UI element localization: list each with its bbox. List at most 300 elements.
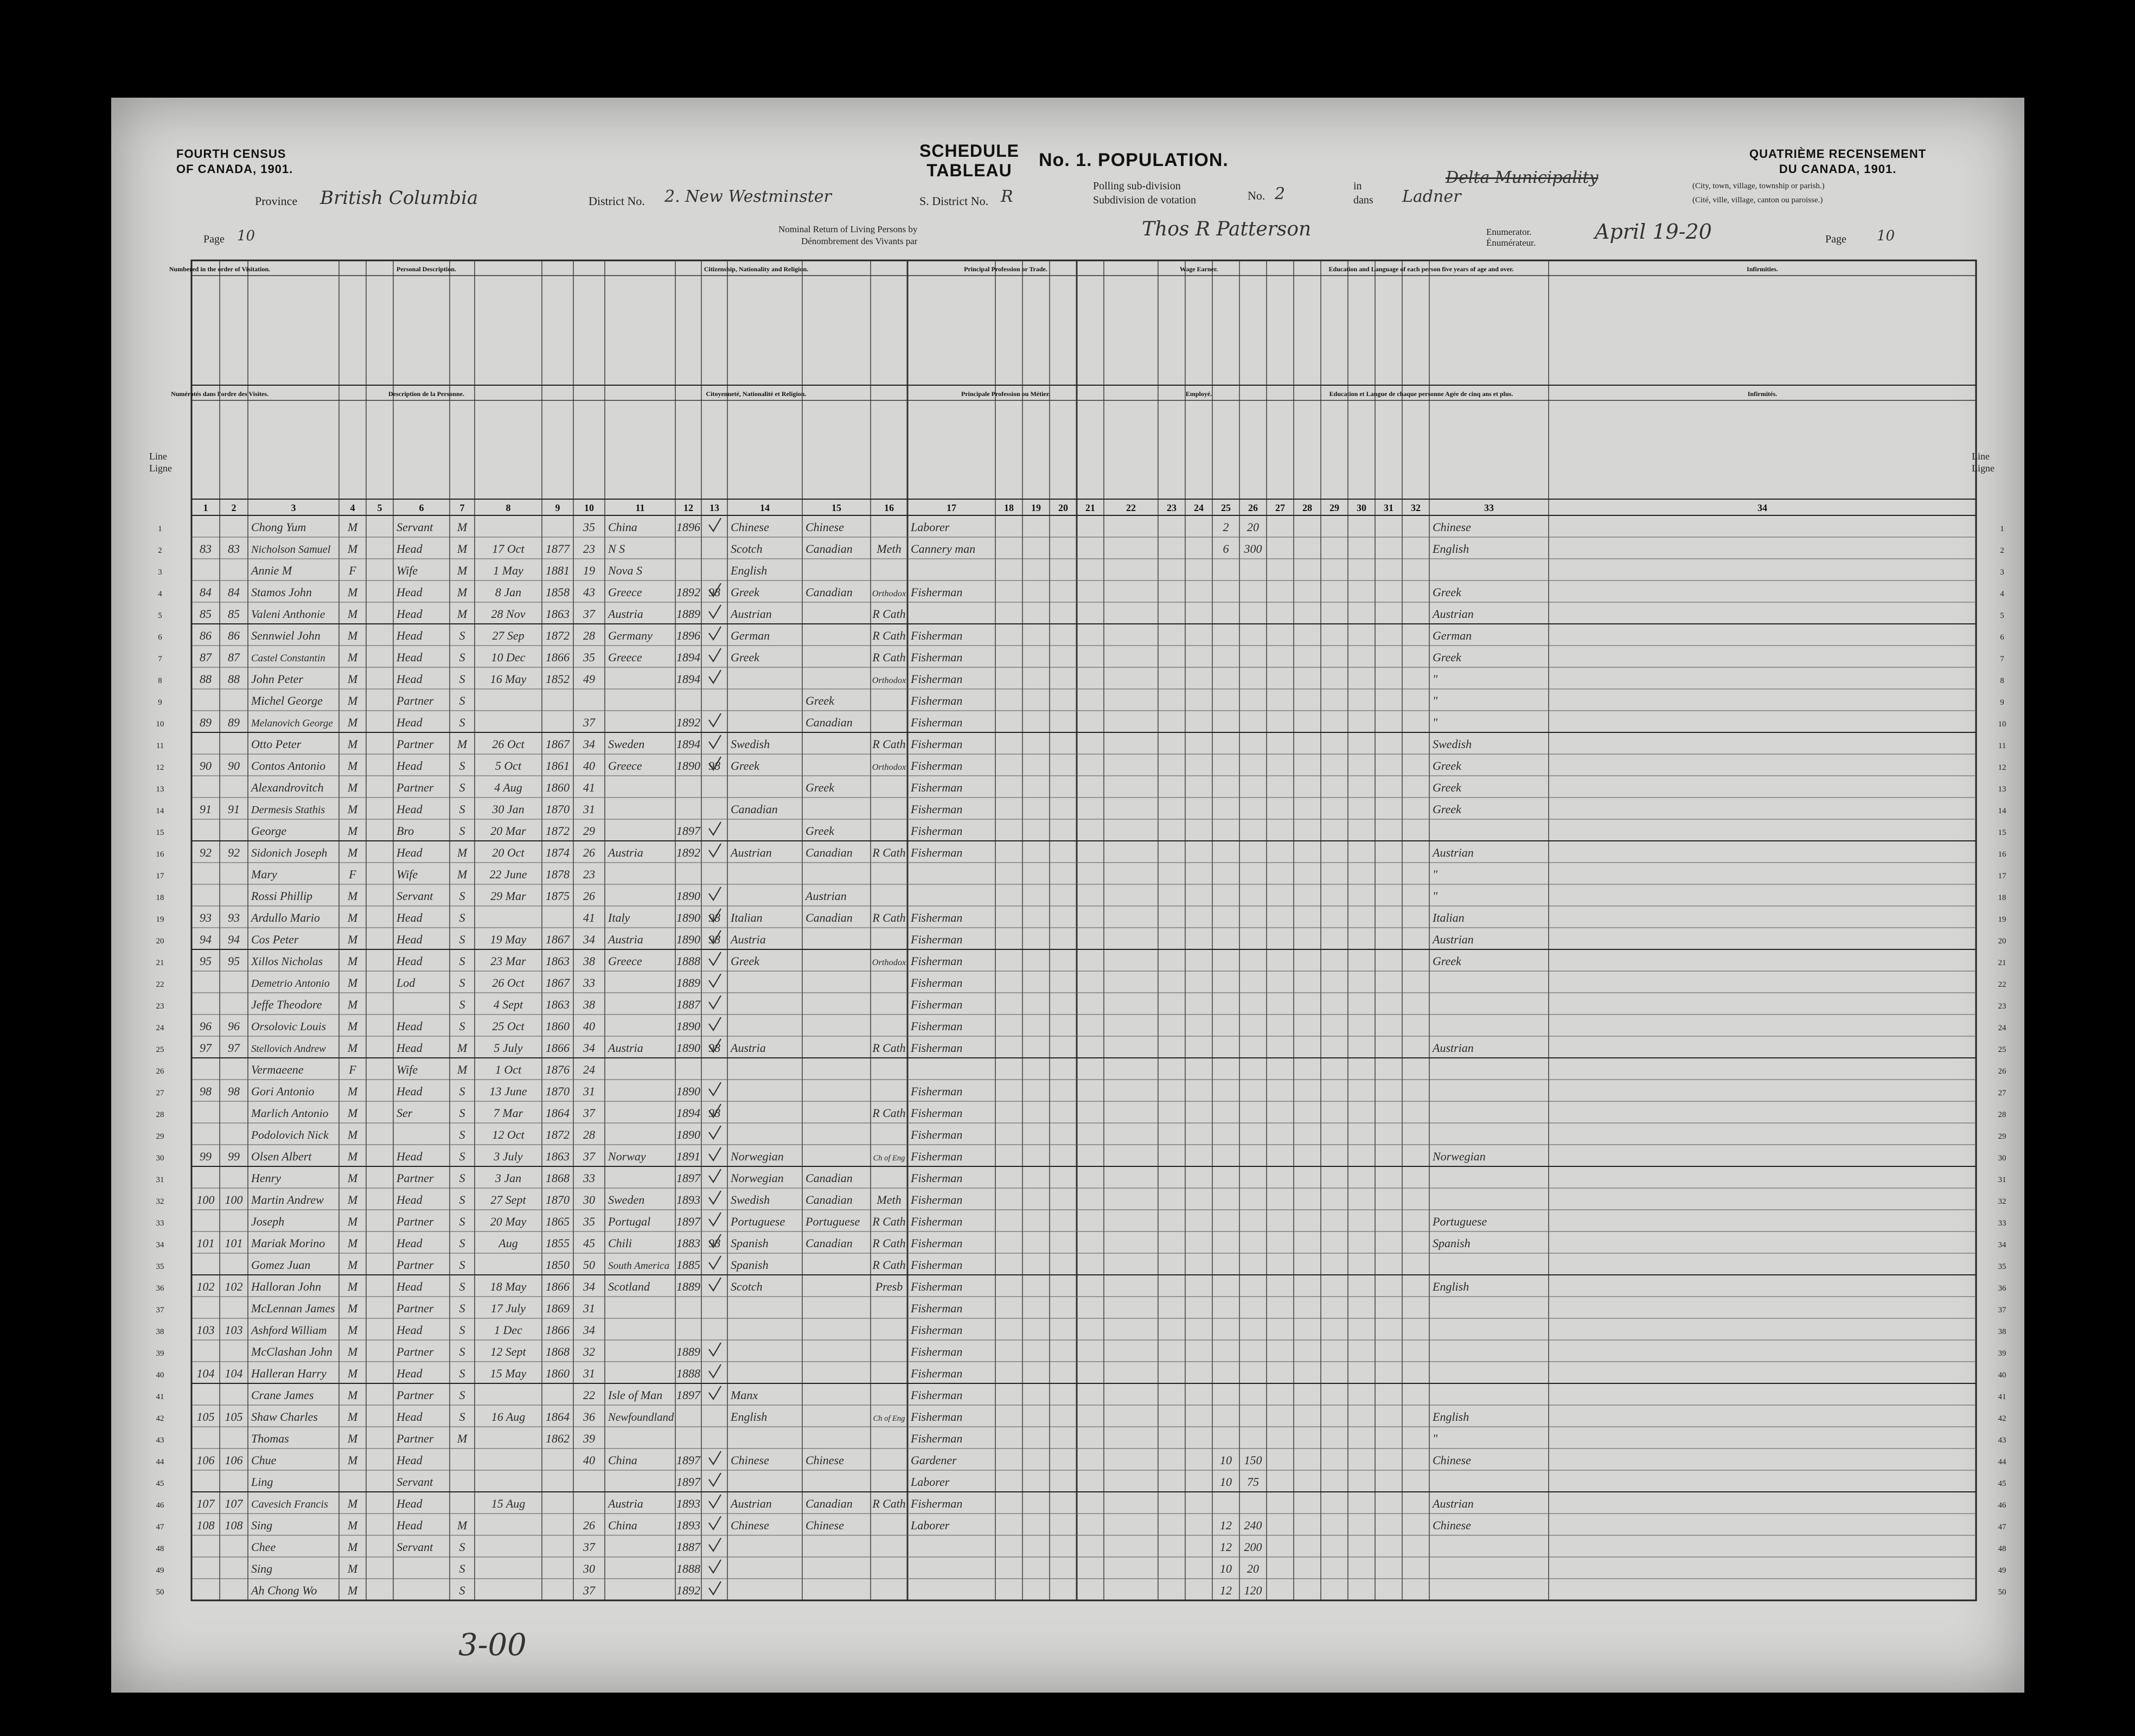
cell-md: 23 Mar (490, 954, 526, 968)
column-number: 26 (1248, 502, 1258, 513)
in-label: in dans (1353, 180, 1373, 206)
cell-imm: 1890 (676, 889, 700, 903)
cell-cond: S (459, 1388, 465, 1402)
census-page (111, 98, 2024, 1693)
line-number-right: 29 (1998, 1132, 2006, 1141)
cell-prof: Fisherman (911, 1323, 963, 1337)
cell-rel: Servant (397, 1540, 433, 1554)
cell-name: Rossi Phillip (251, 889, 313, 903)
line-number: 10 (156, 720, 164, 729)
cell-age: 37 (583, 1150, 595, 1163)
cell-age: 31 (583, 802, 595, 816)
cell-name: Stamos John (251, 585, 312, 599)
cell-yr: 1876 (546, 1063, 570, 1076)
cell-md: 20 Mar (490, 824, 526, 838)
cell-name: Sennwiel John (251, 629, 321, 642)
cell-rel: Head (397, 933, 423, 946)
line-number-right: 34 (1998, 1241, 2006, 1249)
cell-tongue: Austrian (1433, 1041, 1474, 1055)
cell-prof: Fisherman (911, 911, 963, 924)
cell-origin: Chinese (731, 1453, 769, 1467)
cell-rel2: R Cath (872, 738, 906, 751)
place-value: Ladner (1402, 187, 1461, 206)
cell-age: 34 (583, 737, 595, 751)
cell-country: Austria (608, 1041, 643, 1055)
cell-sex: M (347, 542, 358, 556)
column-number: 3 (291, 502, 296, 513)
cell-tongue: Portuguese (1433, 1215, 1487, 1228)
province-value: British Columbia (320, 187, 478, 209)
cell-prof: Fisherman (911, 1410, 963, 1424)
column-number: 32 (1411, 502, 1421, 513)
column-number: 14 (760, 502, 770, 513)
cell-age: 40 (583, 1019, 595, 1033)
cell-yr: 1870 (546, 1193, 570, 1207)
cell-f: 99 (228, 1150, 240, 1163)
cell-origin: Greek (731, 759, 759, 773)
cell-nation: Chinese (806, 1518, 844, 1532)
cell-d: 100 (196, 1193, 215, 1207)
cell-f: 90 (228, 759, 240, 773)
line-number: 13 (156, 785, 164, 794)
column-number: 5 (377, 502, 382, 513)
cell-nation: Canadian (806, 542, 853, 556)
cell-f: 88 (228, 672, 240, 686)
cell-yr: 1872 (546, 629, 570, 642)
cell-nation: Canadian (806, 585, 853, 599)
cell-origin: Norwegian (731, 1150, 784, 1163)
cell-yr: 1861 (546, 759, 570, 773)
line-number-right: 45 (1998, 1479, 2006, 1488)
cell-md: 3 Jan (495, 1171, 522, 1185)
cell-name: Demetrio Antonio (251, 978, 330, 990)
cell-name: Cavesich Francis (251, 1498, 328, 1510)
cell-yr: 1870 (546, 1084, 570, 1098)
check-mark (709, 735, 721, 748)
line-number: 37 (156, 1306, 164, 1314)
cell-yr: 1877 (546, 542, 570, 556)
cell-c25: 12 (1220, 1518, 1232, 1532)
cell-age: 41 (583, 911, 595, 924)
cell-country: South America (608, 1260, 670, 1272)
cell-cond: S (459, 781, 465, 794)
cell-rel2: R Cath (872, 629, 906, 642)
check-mark (709, 1017, 721, 1030)
line-number-right: 33 (1998, 1219, 2006, 1228)
cell-country: Austria (608, 846, 643, 859)
cell-age: 39 (583, 1432, 595, 1445)
cell-rel2: Orthodox (872, 762, 906, 772)
check-mark (709, 1581, 721, 1594)
cell-rel: Head (397, 650, 423, 664)
cell-country: Chili (608, 1236, 632, 1250)
cell-imm: 1892 (676, 1584, 700, 1597)
cell-rel2: Meth (877, 542, 902, 556)
cell-tongue: " (1433, 672, 1438, 686)
cell-rel2: R Cath (872, 1107, 906, 1120)
cell-sex: M (347, 737, 358, 751)
column-number: 31 (1384, 502, 1393, 513)
cell-imm: 1897 (676, 824, 700, 838)
line-number-right: 27 (1998, 1089, 2006, 1097)
line-number-right: 36 (1998, 1284, 2006, 1293)
check-mark (709, 1256, 721, 1269)
cell-sex: M (347, 802, 358, 816)
cell-sex: M (347, 976, 358, 990)
cell-country: China (608, 520, 637, 534)
line-number: 14 (156, 807, 164, 815)
cell-name: Halloran John (251, 1280, 321, 1293)
check-mark (709, 1212, 721, 1226)
cell-rel: Head (397, 1150, 423, 1163)
group-heading: Infirmities. (1747, 265, 1778, 273)
cell-imm: 1889 (676, 1280, 700, 1293)
check-mark (709, 518, 721, 531)
cell-md: 20 May (490, 1215, 527, 1228)
cell-rel: Head (397, 911, 423, 924)
cell-prof: Fisherman (911, 1041, 963, 1055)
cell-rel: Lod (397, 976, 416, 990)
cell-prof: Fisherman (911, 1106, 963, 1120)
cell-imm: 1894 (676, 1106, 700, 1120)
cell-rel: Head (397, 1084, 423, 1098)
cell-sex: M (347, 998, 358, 1011)
line-number-right: 1 (2000, 525, 2004, 533)
cell-md: 20 Oct (492, 846, 525, 859)
check-mark (709, 995, 721, 1009)
cell-rel: Partner (397, 781, 434, 794)
line-number: 17 (156, 872, 164, 880)
line-number-right: 6 (2000, 633, 2004, 642)
column-number: 33 (1484, 502, 1494, 513)
line-number: 29 (156, 1132, 164, 1141)
cell-age: 23 (583, 867, 595, 881)
cell-name: Nicholson Samuel (251, 544, 331, 556)
cell-prof: Gardener (911, 1453, 957, 1467)
cell-name: Sing (251, 1562, 273, 1575)
cell-origin: Austrian (731, 1497, 772, 1510)
cell-prof: Fisherman (911, 1084, 963, 1098)
cell-prof: Fisherman (911, 737, 963, 751)
cell-f: 84 (228, 585, 240, 599)
cell-prof: Fisherman (911, 716, 963, 729)
cell-md: 13 June (489, 1084, 527, 1098)
cell-f: 89 (228, 716, 240, 729)
cell-md: 16 Aug (491, 1410, 526, 1424)
cell-cond: S (459, 1084, 465, 1098)
cell-rel: Partner (397, 1171, 434, 1185)
cell-cond: M (457, 846, 468, 859)
cell-sex: M (347, 1280, 358, 1293)
cell-f: 87 (228, 650, 240, 664)
cell-cond: S (459, 1345, 465, 1358)
check-mark (709, 1473, 721, 1486)
cell-sex: M (347, 716, 358, 729)
cell-sex: F (349, 867, 356, 881)
cell-yr: 1852 (546, 672, 570, 686)
cell-nation: Canadian (806, 716, 853, 729)
cell-rel: Wife (397, 867, 418, 881)
cell-name: Halleran Harry (251, 1367, 327, 1380)
line-number-right: 43 (1998, 1436, 2006, 1445)
cell-yr: 1878 (546, 867, 570, 881)
column-number: 10 (584, 502, 594, 513)
cell-prof: Fisherman (911, 1258, 963, 1272)
cell-imm: 1896 (676, 629, 700, 642)
cell-name: Otto Peter (251, 737, 302, 751)
province-label: Province (255, 194, 298, 208)
line-number-right: 24 (1998, 1024, 2006, 1032)
cell-imm: 1892 (676, 716, 700, 729)
cell-d: 96 (200, 1019, 212, 1033)
line-number: 11 (156, 742, 164, 750)
cell-name: Castel Constantin (251, 653, 325, 664)
cell-name: McClashan John (251, 1345, 333, 1358)
cell-imm: 1891 (676, 1150, 700, 1163)
cell-cond: M (457, 1518, 468, 1532)
line-number-right: 18 (1998, 893, 2006, 902)
check-mark (709, 1451, 721, 1464)
cell-yr: 1868 (546, 1345, 570, 1358)
line-number-right: 40 (1998, 1371, 2006, 1380)
line-number-right: 13 (1998, 785, 2006, 794)
cell-d: 93 (200, 911, 212, 924)
enumerator-value: Thos R Patterson (1142, 218, 1312, 240)
cell-origin: Scotch (731, 542, 763, 556)
cell-nat: 98 (708, 933, 720, 946)
cell-name: Ling (251, 1475, 273, 1489)
cell-c26: 300 (1244, 542, 1262, 556)
cell-md: 30 Jan (492, 802, 525, 816)
cell-origin: Austrian (731, 607, 772, 621)
cell-age: 37 (583, 1540, 595, 1554)
cell-cond: S (459, 1410, 465, 1424)
cell-yr: 1866 (546, 1041, 570, 1055)
line-number: 26 (156, 1067, 164, 1076)
cell-age: 37 (583, 1584, 595, 1597)
line-number-right: 42 (1998, 1414, 2006, 1423)
cell-prof: Fisherman (911, 1171, 963, 1185)
column-number: 24 (1194, 502, 1204, 513)
check-mark (709, 1169, 721, 1182)
cell-age: 40 (583, 759, 595, 773)
cell-sex: M (347, 759, 358, 773)
cell-yr: 1866 (546, 1323, 570, 1337)
cell-age: 22 (583, 1388, 595, 1402)
cell-country: Austria (608, 607, 643, 621)
cell-prof: Fisherman (911, 1432, 963, 1445)
column-number: 29 (1329, 502, 1339, 513)
cell-md: 19 May (490, 933, 527, 946)
check-mark (709, 844, 721, 857)
cell-cond: S (459, 650, 465, 664)
cell-rel2: Orthodox (872, 957, 906, 967)
cell-sex: F (349, 564, 356, 577)
page-label: Page (203, 233, 225, 245)
line-number: 20 (156, 937, 164, 946)
cell-age: 28 (583, 1128, 595, 1141)
cell-origin: Chinese (731, 520, 769, 534)
cell-sex: M (347, 1388, 358, 1402)
cell-imm: 1883 (676, 1236, 700, 1250)
cell-cond: S (459, 1236, 465, 1250)
cell-d: 107 (196, 1497, 215, 1510)
line-number-right: 38 (1998, 1327, 2006, 1336)
line-number-right: 11 (1998, 742, 2006, 750)
cell-nation: Canadian (806, 1193, 853, 1207)
cell-name: Michel George (251, 694, 323, 707)
cell-yr: 1860 (546, 1367, 570, 1380)
cell-imm: 1889 (676, 976, 700, 990)
cell-rel2: Orthodox (872, 588, 906, 598)
cell-yr: 1867 (546, 976, 570, 990)
cell-age: 34 (583, 1323, 595, 1337)
cell-rel: Partner (397, 1215, 434, 1228)
cell-tongue: Norwegian (1433, 1150, 1486, 1163)
cell-age: 35 (583, 520, 595, 534)
cell-age: 37 (583, 1106, 595, 1120)
cell-c25: 2 (1223, 520, 1229, 534)
schedule-label: SCHEDULE TABLEAU (919, 141, 1020, 180)
cell-rel: Head (397, 1019, 423, 1033)
cell-d: 98 (200, 1084, 212, 1098)
check-mark (709, 1343, 721, 1356)
cell-md: 26 Oct (492, 976, 525, 990)
cell-sex: M (347, 1215, 358, 1228)
line-number-right: 16 (1998, 850, 2006, 859)
line-number: 18 (156, 893, 164, 902)
line-number: 5 (158, 611, 162, 620)
cell-cond: S (459, 824, 465, 838)
cell-prof: Fisherman (911, 1128, 963, 1141)
place-struck: Delta Municipality (1446, 168, 1599, 187)
line-number-right: 12 (1998, 763, 2006, 772)
line-number: 45 (156, 1479, 164, 1488)
cell-country: Norway (608, 1150, 646, 1163)
cell-rel2: R Cath (872, 1237, 906, 1250)
cell-name: Orsolovic Louis (251, 1020, 326, 1033)
cell-tongue: " (1433, 1432, 1438, 1445)
cell-nat: 98 (708, 585, 720, 599)
cell-origin: Norwegian (731, 1171, 784, 1185)
line-number-right: 4 (2000, 590, 2004, 598)
cell-name: Valeni Anthonie (251, 608, 325, 621)
cell-tongue: English (1433, 542, 1469, 556)
cell-f: 96 (228, 1019, 240, 1033)
cell-origin: Swedish (731, 1193, 770, 1207)
cell-tongue: " (1433, 694, 1438, 707)
cell-nation: Canadian (806, 1497, 853, 1510)
line-number: 22 (156, 980, 164, 989)
cell-name: McLennan James (251, 1301, 335, 1315)
column-number: 2 (231, 502, 236, 513)
line-number: 30 (156, 1154, 164, 1163)
cell-age: 23 (583, 542, 595, 556)
cell-sex: M (347, 1084, 358, 1098)
cell-yr: 1865 (546, 1215, 570, 1228)
cell-yr: 1872 (546, 824, 570, 838)
cell-prof: Fisherman (911, 650, 963, 664)
group-heading-fr: Principale Profession ou Métier. (961, 390, 1050, 398)
column-number: 7 (459, 502, 465, 513)
cell-md: 17 Oct (492, 542, 525, 556)
cell-cond: S (459, 1258, 465, 1272)
cell-name: Gomez Juan (251, 1258, 311, 1272)
cell-nation: Canadian (806, 846, 853, 859)
cell-md: 18 May (490, 1280, 527, 1293)
cell-age: 34 (583, 1041, 595, 1055)
cell-f: 101 (225, 1236, 243, 1250)
cell-cond: S (459, 1584, 465, 1597)
cell-rel: Head (397, 607, 423, 621)
cell-rel: Partner (397, 1388, 434, 1402)
cell-age: 41 (583, 781, 595, 794)
cell-d: 97 (200, 1041, 212, 1055)
line-number-right: 26 (1998, 1067, 2006, 1076)
cell-tongue: Swedish (1433, 737, 1472, 751)
cell-d: 108 (196, 1518, 215, 1532)
cell-name: Stellovich Andrew (251, 1043, 326, 1055)
cell-name: Vermaeene (251, 1063, 304, 1076)
cell-prof: Fisherman (911, 846, 963, 859)
cell-c26: 240 (1244, 1518, 1262, 1532)
cell-yr: 1870 (546, 802, 570, 816)
cell-nation: Chinese (806, 1453, 844, 1467)
cell-rel: Wife (397, 1063, 418, 1076)
cell-c25: 6 (1223, 542, 1229, 556)
cell-cond: S (459, 672, 465, 686)
cell-yr: 1858 (546, 585, 570, 599)
cell-d: 83 (200, 542, 212, 556)
cell-name: Olsen Albert (251, 1150, 312, 1163)
column-number: 30 (1357, 502, 1366, 513)
cell-sex: M (347, 781, 358, 794)
cell-md: 12 Sept (490, 1345, 526, 1358)
cell-name: Sing (251, 1518, 273, 1532)
cell-yr: 1874 (546, 846, 570, 859)
cell-imm: 1892 (676, 846, 700, 859)
cell-rel: Head (397, 1367, 423, 1380)
cell-tongue: English (1433, 1280, 1469, 1293)
check-mark (709, 1516, 721, 1529)
cell-f: 102 (225, 1280, 243, 1293)
cell-age: 19 (583, 564, 595, 577)
cell-imm: 1890 (676, 1128, 700, 1141)
cell-cond: S (459, 1106, 465, 1120)
cell-rel2: Meth (877, 1193, 902, 1207)
line-number: 42 (156, 1414, 164, 1423)
line-number: 21 (156, 959, 164, 967)
cell-md: 5 July (494, 1041, 523, 1055)
line-number: 7 (158, 655, 162, 663)
cell-age: 37 (583, 607, 595, 621)
cell-name: Melanovich George (251, 718, 333, 729)
line-number-right: 32 (1998, 1197, 2006, 1206)
cell-origin: Canadian (731, 802, 778, 816)
cell-d: 84 (200, 585, 212, 599)
cell-imm: 1889 (676, 1345, 700, 1358)
cell-rel: Wife (397, 564, 418, 577)
line-number: 34 (156, 1241, 164, 1249)
cell-nat: 98 (708, 911, 720, 924)
cell-rel: Head (397, 846, 423, 859)
cell-prof: Fisherman (911, 1150, 963, 1163)
cell-imm: 1893 (676, 1497, 700, 1510)
check-mark (709, 1386, 721, 1399)
cell-cond: S (459, 1540, 465, 1554)
cell-prof: Fisherman (911, 1301, 963, 1315)
cell-name: Alexandrovitch (251, 781, 324, 794)
